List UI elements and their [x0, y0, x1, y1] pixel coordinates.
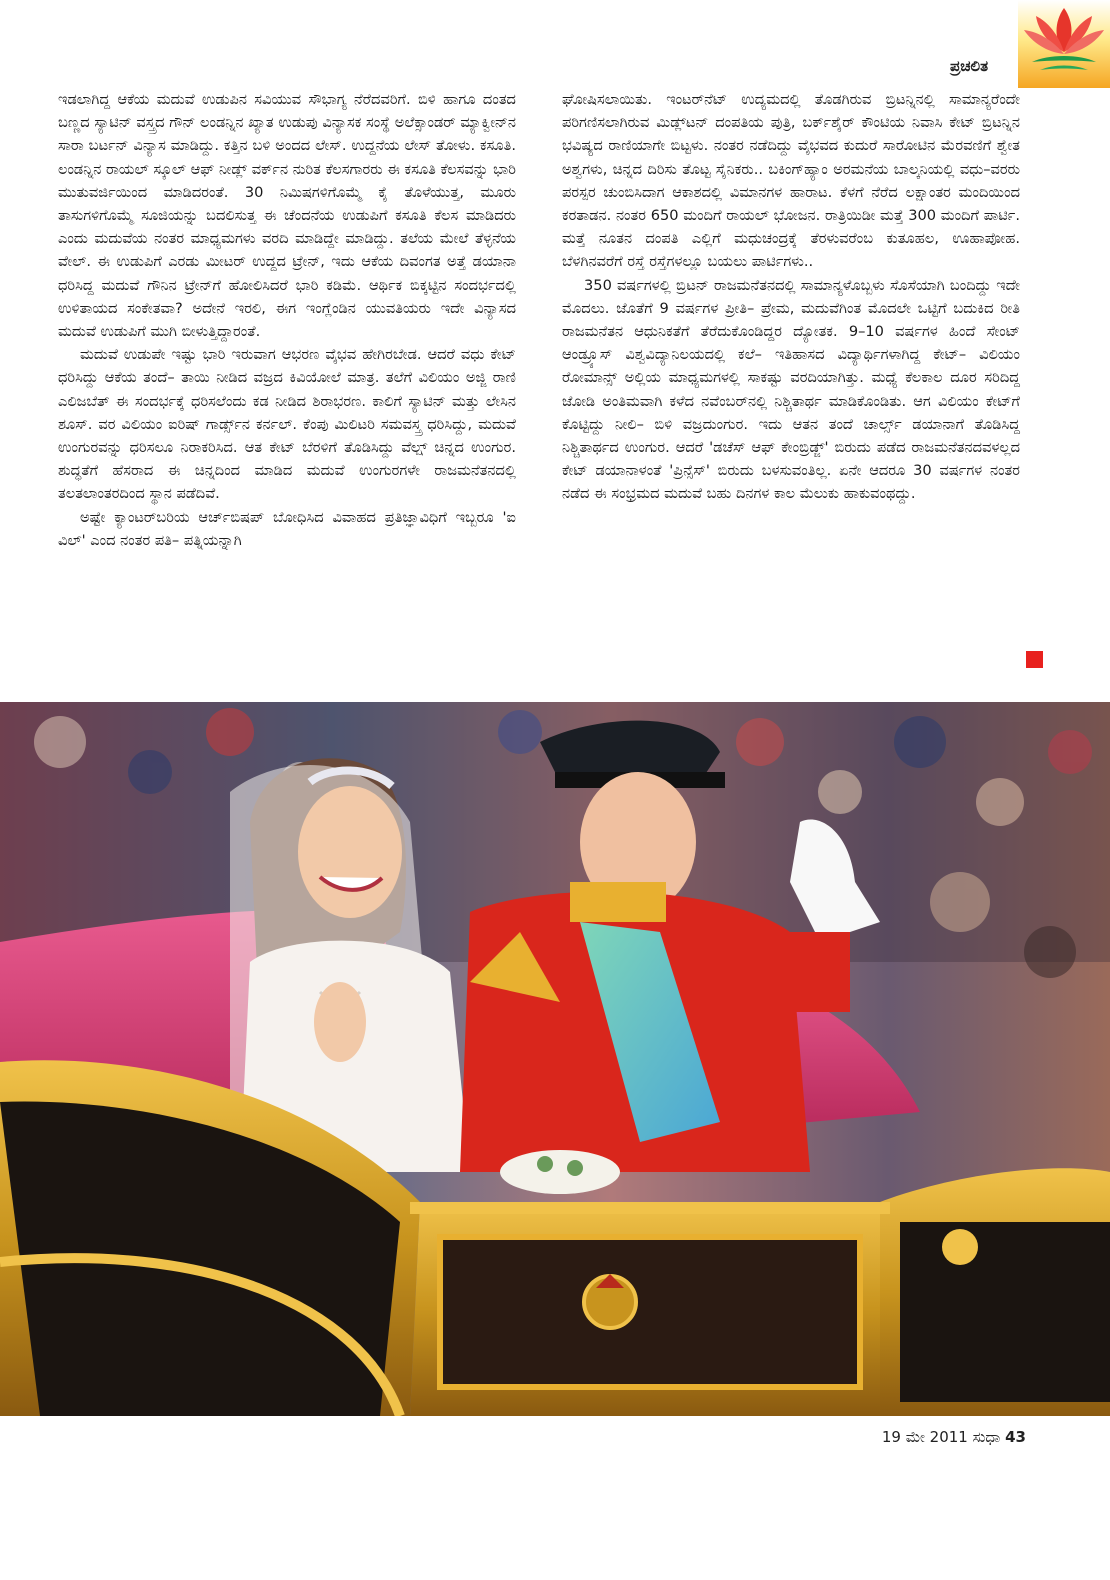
page-footer [882, 1428, 1026, 1446]
article-right-column [562, 88, 1020, 506]
section-label: ಪ್ರಚಲಿತ [950, 57, 989, 75]
lotus-logo-icon [1018, 0, 1110, 88]
article-left-column [58, 88, 516, 552]
left-paragraph-3: ಅಷ್ಟೇ ಕ್ಯಾಂಟರ್‌ಬರಿಯ ಆರ್ಚ್‌ಬಿಷಪ್ ಬೋಧಿಸಿದ ವಿವಾಹದ ಪ್ರತಿಜ್ಞಾವಿಧಿಗೆ ಇಬ್ಬರೂ 'ಐ ವಿಲ್' ಎಂದ ನಂತರ ಪತಿ– ಪತ್ನಿಯನ್ನಾಗಿ [58, 508, 516, 549]
red-square-icon [1026, 651, 1043, 668]
page-number: 43 [1005, 1428, 1026, 1446]
right-paragraph-1: ಘೋಷಿಸಲಾಯಿತು. ಇಂಟರ್‌ನೆಟ್ ಉದ್ಯಮದಲ್ಲಿ ತೊಡಗಿರುವ ಬ್ರಿಟನ್ನಿನಲ್ಲಿ ಸಾಮಾನ್ಯರೆಂದೇ ಪರಿಗಣಿಸಲಾಗಿರುವ ಮಿಡ್ಲ್‌ಟನ್ ದಂಪತಿಯ ಪುತ್ರಿ, ಬರ್ಕ್‌ಶೈರ್ ಕೌಂಟಿಯ ನಿವಾಸಿ ಕೇಟ್ ಬ್ರಿಟನ್ನಿನ ಭವಿಷ್ಯದ ರಾಣಿಯಾಗೇ ಬಿಟ್ಟಳು. ನಂತರ ನಡೆದಿದ್ದು ವೈಭವದ ಕುದುರೆ ಸಾರೋಟಿನ ಮೆರವಣಿಗೆ ಶ್ವೇತ ಅಶ್ವಗಳು, ಚಿನ್ನದ ದಿರಿಸು ತೊಟ್ಟ ಸೈನಿಕರು.. ಬಕಿಂಗ್‌ಹ್ಯಾಂ ಅರಮನೆಯ ಬಾಲ್ಕನಿಯಲ್ಲಿ ವಧು–ವರರು ಪರಸ್ಪರ ಚುಂಬಿಸಿದಾಗ ಆಕಾಶದಲ್ಲಿ ವಿಮಾನಗಳ ಹಾರಾಟ. ಕೆಳಗೆ ನೆರೆದ ಲಕ್ಷಾಂತರ ಮಂದಿಯಿಂದ ಕರತಾಡನ. ನಂತರ 650 ಮಂದಿಗೆ ರಾಯಲ್ ಭೋಜನ. ರಾತ್ರಿಯಿಡೀ ಮತ್ತೆ 300 ಮಂದಿಗೆ ಪಾರ್ಟಿ. ಮತ್ತೆ ನೂತನ ದಂಪತಿ ಎಲ್ಲಿಗೆ ಮಧುಚಂದ್ರಕ್ಕೆ ತೆರಳುವರೆಂಬ ಕುತೂಹಲ, ಊಹಾಪೋಹ. ಬೆಳಗಿನವರೆಗೆ ರಸ್ತೆ ರಸ್ತೆಗಳಲ್ಲೂ ಬಯಲು ಪಾರ್ಟಿಗಳು.. [562, 91, 1020, 271]
royal-wedding-carriage-photo [0, 702, 1110, 1416]
left-paragraph-2: ಮದುವೆ ಉಡುಪೇ ಇಷ್ಟು ಭಾರಿ ಇರುವಾಗ ಆಭರಣ ವೈಭವ ಹೇಗಿರಬೇಡ. ಆದರೆ ವಧು ಕೇಟ್ ಧರಿಸಿದ್ದು ಆಕೆಯ ತಂದೆ– ತಾಯಿ ನೀಡಿದ ವಜ್ರದ ಕಿವಿಯೋಲೆ ಮಾತ್ರ. ತಲೆಗೆ ವಿಲಿಯಂ ಅಜ್ಜಿ ರಾಣಿ ಎಲಿಜಬೆತ್ ಈ ಸಂದರ್ಭಕ್ಕೆ ಧರಿಸಲೆಂದು ಕಡ ನೀಡಿದ ಶಿರಾಭರಣ. ಕಾಲಿಗೆ ಸ್ಯಾಟಿನ್ ಮತ್ತು ಲೇಸಿನ ಶೂಸ್. ವರ ವಿಲಿಯಂ ಐರಿಷ್ ಗಾರ್ಡ್ಸ್‌ನ ಕರ್ನಲ್. ಕೆಂಪು ಮಿಲಿಟರಿ ಸಮವಸ್ತ್ರ ಧರಿಸಿದ್ದು, ಮದುವೆ ಉಂಗುರವನ್ನು ಧರಿಸಲೂ ನಿರಾಕರಿಸಿದ. ಆತ ಕೇಟ್ ಬೆರಳಿಗೆ ತೊಡಿಸಿದ್ದು ವೆಲ್ಷ್ ಚಿನ್ನದ ಉಂಗುರ. ಶುದ್ಧತೆಗೆ ಹೆಸರಾದ ಈ ಚಿನ್ನದಿಂದ ಮಾಡಿದ ಮದುವೆ ಉಂಗುರಗಳೇ ರಾಜಮನೆತನದಲ್ಲಿ ತಲತಲಾಂತರದಿಂದ ಸ್ಥಾನ ಪಡೆದಿವೆ. [58, 346, 516, 503]
issue-date: 19 ಮೇ 2011 [881, 1428, 968, 1446]
right-paragraph-2: 350 ವರ್ಷಗಳಲ್ಲಿ ಬ್ರಿಟನ್ ರಾಜಮನೆತನದಲ್ಲಿ ಸಾಮಾನ್ಯಳೊಬ್ಬಳು ಸೊಸೆಯಾಗಿ ಬಂದಿದ್ದು ಇದೇ ಮೊದಲು. ಜೊತೆಗೆ 9 ವರ್ಷಗಳ ಪ್ರೀತಿ– ಪ್ರೇಮ, ಮದುವೆಗಿಂತ ಮೊದಲೇ ಒಟ್ಟಿಗೆ ಬದುಕಿದ ರೀತಿ ರಾಜಮನೆತನ ಆಧುನಿಕತೆಗೆ ತೆರೆದುಕೊಂಡಿದ್ದರ ದ್ಯೋತಕ. 9–10 ವರ್ಷಗಳ ಹಿಂದೆ ಸೇಂಟ್ ಆಂಡ್ರ್ಯೂಸ್ ವಿಶ್ವವಿದ್ಯಾನಿಲಯದಲ್ಲಿ ಕಲೆ– ಇತಿಹಾಸದ ವಿದ್ಯಾರ್ಥಿಗಳಾಗಿದ್ದ ಕೇಟ್– ವಿಲಿಯಂ ರೋಮಾನ್ಸ್ ಅಲ್ಲಿಯ ಮಾಧ್ಯಮಗಳಲ್ಲಿ ಸಾಕಷ್ಟು ವರದಿಯಾಗಿತ್ತು. ಮಧ್ಯೆ ಕೆಲಕಾಲ ದೂರ ಸರಿದಿದ್ದ ಜೋಡಿ ಅಂತಿಮವಾಗಿ ಕಳೆದ ನವೆಂಬರ್‌ನಲ್ಲಿ ನಿಶ್ಚಿತಾರ್ಥ ಮಾಡಿಕೊಂಡಿತು. ಆಗ ವಿಲಿಯಂ ಕೇಟ್‌ಗೆ ಕೊಟ್ಟಿದ್ದು ನೀಲಿ– ಬಿಳಿ ವಜ್ರದುಂಗುರ. ಇದು ಆತನ ತಂದೆ ಚಾರ್ಲ್ಸ್ ಡಯಾನಾಗೆ ತೊಡಿಸಿದ್ದ ನಿಶ್ಚಿತಾರ್ಥದ ಉಂಗುರ. ಆದರೆ 'ಡಚೆಸ್ ಆಫ್ ಕೇಂಬ್ರಿಡ್ಜ್' ಬಿರುದು ಪಡೆದ ರಾಜಮನೆತನದವಳಲ್ಲದ ಕೇಟ್ ಡಯಾನಾಳಂತೆ 'ಪ್ರಿನ್ಸೆಸ್' ಬಿರುದು ಬಳಸುವಂತಿಲ್ಲ. ಏನೇ ಆದರೂ 30 ವರ್ಷಗಳ ನಂತರ ನಡೆದ ಈ ಸಂಭ್ರಮದ ಮದುವೆ ಬಹು ದಿನಗಳ ಕಾಲ ಮೆಲುಕು ಹಾಕುವಂಥದ್ದು. [562, 276, 1020, 503]
magazine-name: ಸುಧಾ [972, 1428, 1001, 1446]
left-paragraph-1: ಇಡಲಾಗಿದ್ದ ಆಕೆಯ ಮದುವೆ ಉಡುಪಿನ ಸವಿಯುವ ಸೌಭಾಗ್ಯ ನೆರೆದವರಿಗೆ. ಬಿಳಿ ಹಾಗೂ ದಂತದ ಬಣ್ಣದ ಸ್ಯಾಟಿನ್ ವಸ್ತ್ರದ ಗೌನ್ ಲಂಡನ್ನಿನ ಖ್ಯಾತ ಉಡುಪು ವಿನ್ಯಾಸಕ ಸಂಸ್ಥೆ ಅಲೆಕ್ಸಾಂಡರ್ ಮ್ಯಾಕ್ವೀನ್‌ನ ಸಾರಾ ಬರ್ಟನ್ ವಿನ್ಯಾಸ ಮಾಡಿದ್ದು. ಕತ್ತಿನ ಬಳಿ ಅಂದದ ಲೇಸ್. ಉದ್ದನೆಯ ಲೇಸ್ ತೋಳು. ಕಸೂತಿ. ಲಂಡನ್ನಿನ ರಾಯಲ್ ಸ್ಕೂಲ್ ಆಫ್ ನೀಡ್ಲ್ ವರ್ಕ್‌ನ ನುರಿತ ಕೆಲಸಗಾರರು ಈ ಕಸೂತಿ ಕೆಲಸವನ್ನು ಭಾರಿ ಮುತುವರ್ಜಿಯಿಂದ ಮಾಡಿದರಂತೆ. 30 ನಿಮಿಷಗಳಿಗೊಮ್ಮೆ ಕೈ ತೊಳೆಯುತ್ತ, ಮೂರು ತಾಸುಗಳಿಗೊಮ್ಮೆ ಸೂಜಿಯನ್ನು ಬದಲಿಸುತ್ತ ಈ ಚೆಂದನೆಯ ಉಡುಪಿಗೆ ಕಸೂತಿ ಕೆಲಸ ಮಾಡಿದರು ಎಂದು ಮದುವೆಯ ನಂತರ ಮಾಧ್ಯಮಗಳು ವರದಿ ಮಾಡಿದ್ದೇ ಮಾಡಿದ್ದು. ತಲೆಯ ಮೇಲೆ ತೆಳ್ಳನೆಯ ವೇಲ್. ಈ ಉಡುಪಿಗೆ ಎರಡು ಮೀಟರ್ ಉದ್ದದ ಟ್ರೇನ್, ಇದು ಆಕೆಯ ದಿವಂಗತ ಅತ್ತೆ ಡಯಾನಾ ಧರಿಸಿದ್ದ ಮದುವೆ ಗೌನಿನ ಟ್ರೇನ್‌ಗೆ ಹೋಲಿಸಿದರೆ ಭಾರಿ ಕಡಿಮೆ. ಆರ್ಥಿಕ ಬಿಕ್ಕಟ್ಟಿನ ಸಂದರ್ಭದಲ್ಲಿ ಉಳಿತಾಯದ ಸಂಕೇತವಾ? ಅದೇನೆ ಇರಲಿ, ಈಗ ಇಂಗ್ಲೆಂಡಿನ ಯುವತಿಯರು ಇದೇ ವಿನ್ಯಾಸದ ಮದುವೆ ಉಡುಪಿಗೆ ಮುಗಿ ಬೀಳುತ್ತಿದ್ದಾರಂತೆ. [58, 91, 516, 341]
